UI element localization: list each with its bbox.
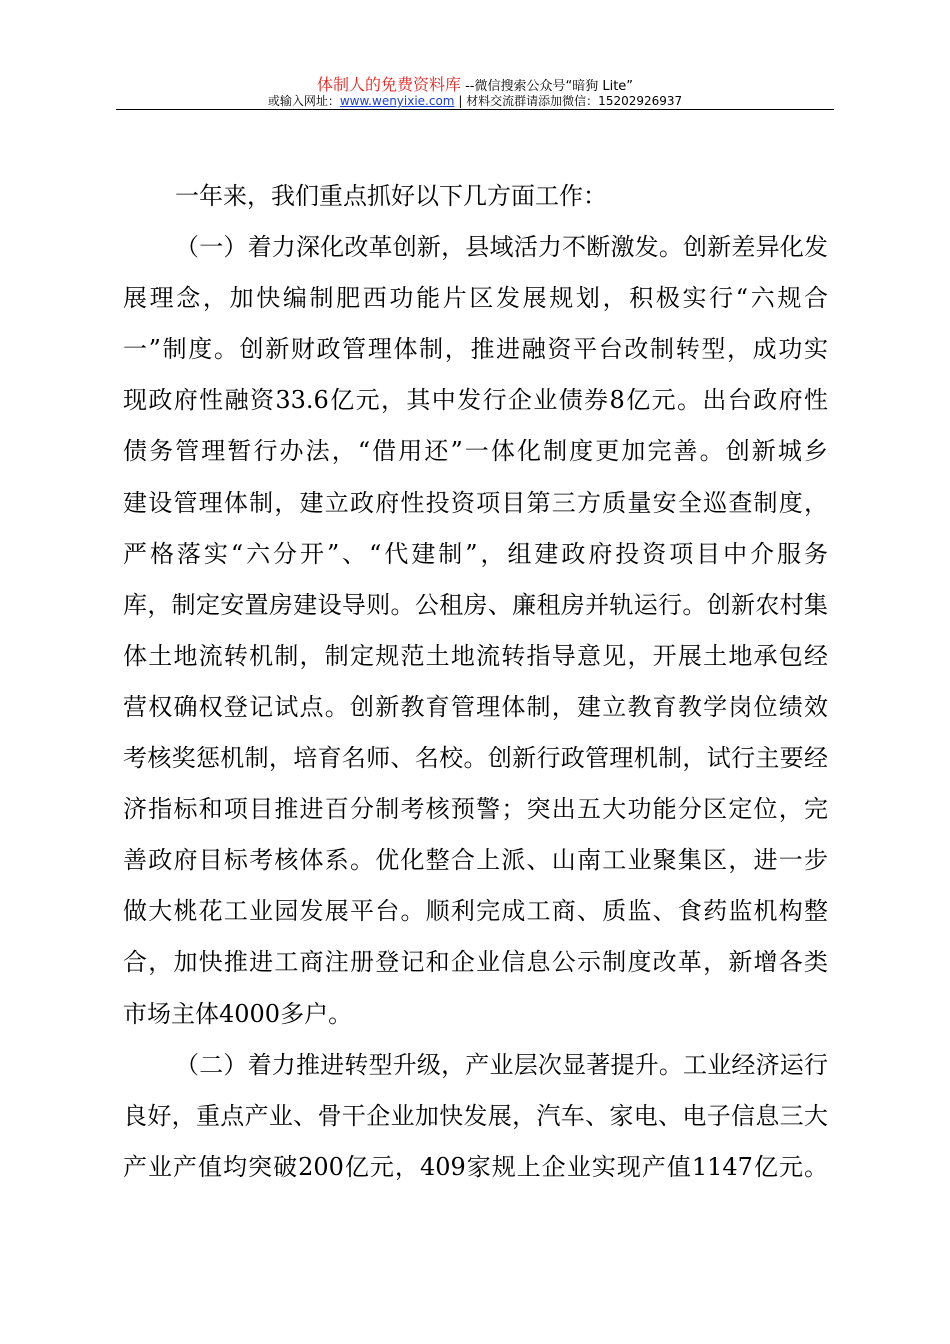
paragraph-line: （一）着力深化改革创新，县域活力不断激发。创新差异化发 <box>175 233 828 262</box>
paragraph-line: 展理念，加快编制肥西功能片区发展规划，积极实行“六规合 <box>123 284 828 313</box>
paragraph-line: 建设管理体制，建立政府性投资项目第三方质量安全巡查制度， <box>123 488 828 517</box>
paragraph-line: 营权确权登记试点。创新教育管理体制，建立教育教学岗位绩效 <box>123 692 828 721</box>
paragraph-line: 现政府性融资33.6亿元，其中发行企业债券8亿元。出台政府性 <box>123 386 828 415</box>
paragraph-line: （二）着力推进转型升级，产业层次显著提升。工业经济运行 <box>175 1050 828 1079</box>
paragraph-line: 济指标和项目推进百分制考核预警；突出五大功能分区定位，完 <box>123 795 828 824</box>
paragraph-line: 良好，重点产业、骨干企业加快发展，汽车、家电、电子信息三大 <box>123 1101 828 1130</box>
paragraph-line: 体土地流转机制，制定规范土地流转指导意见，开展土地承包经 <box>123 641 828 670</box>
header-line-2 <box>0 92 950 109</box>
paragraph-line: 考核奖惩机制，培育名师、名校。创新行政管理机制，试行主要经 <box>123 744 828 773</box>
paragraph-line: 产业产值均突破200亿元，409家规上企业实现产值1147亿元。 <box>123 1152 828 1181</box>
website-link[interactable]: www.wenyixie.com <box>339 94 455 108</box>
paragraph-line: 善政府目标考核体系。优化整合上派、山南工业聚集区，进一步 <box>123 846 828 875</box>
url-prefix: 或输入网址： <box>267 94 340 108</box>
paragraph-line: 一年来，我们重点抓好以下几方面工作： <box>175 182 607 210</box>
header-title: 体制人的免费资料库 <box>316 75 461 94</box>
paragraph-line: 一”制度。创新财政管理体制，推进融资平台改制转型，成功实 <box>123 335 828 364</box>
paragraph-line: 做大桃花工业园发展平台。顺利完成工商、质监、食药监机构整 <box>123 897 828 926</box>
paragraph-line: 严格落实“六分开”、“代建制”，组建政府投资项目中介服务 <box>123 539 828 568</box>
header-divider <box>116 109 834 110</box>
paragraph-line: 合，加快推进工商注册登记和企业信息公示制度改革，新增各类 <box>123 948 828 977</box>
paragraph-line: 库，制定安置房建设导则。公租房、廉租房并轨运行。创新农村集 <box>123 590 828 619</box>
contact-info: | 材料交流群请添加微信：15202926937 <box>458 94 683 108</box>
document-body <box>123 176 828 1198</box>
paragraph-line: 市场主体4000多户。 <box>123 999 353 1028</box>
header-subtitle: --微信搜索公众号“暗狗 Lite” <box>465 79 634 94</box>
paragraph-line: 债务管理暂行办法，“借用还”一体化制度更加完善。创新城乡 <box>123 437 828 466</box>
